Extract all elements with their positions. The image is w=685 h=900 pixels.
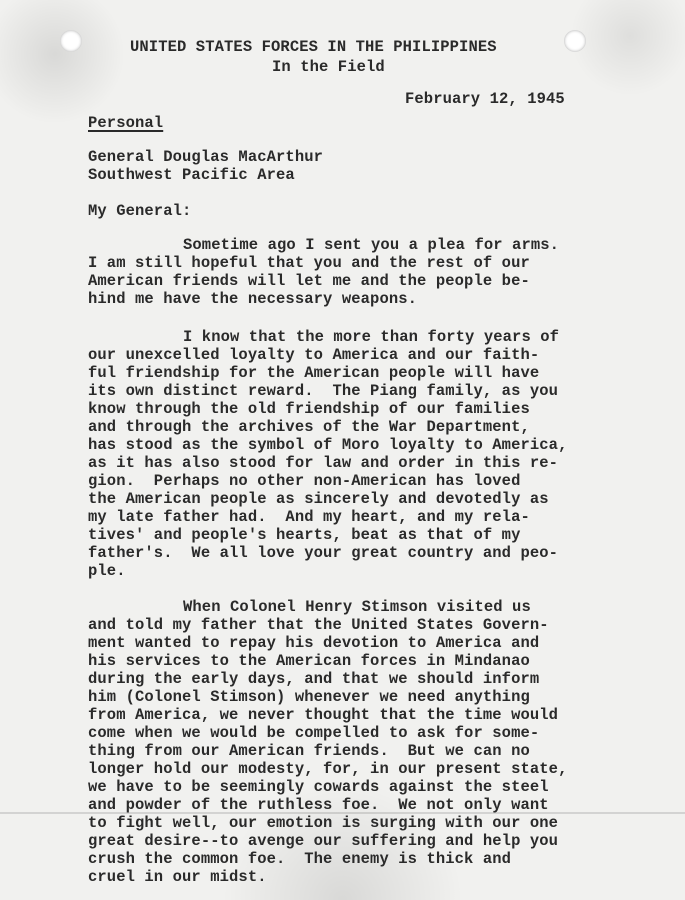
recipient-name: General Douglas MacArthur — [88, 148, 324, 166]
paragraph-3-line: and told my father that the United States Govern- — [88, 616, 549, 634]
paragraph-2-line: the American people as sincerely and devotedly as — [88, 490, 549, 508]
paragraph-3-line: cruel in our midst. — [88, 868, 267, 886]
punch-hole-left — [60, 30, 82, 52]
paragraph-2-line: ful friendship for the American people will have — [88, 364, 540, 382]
paragraph-3-line: crush the common foe. The enemy is thick and — [88, 850, 512, 868]
paragraph-3-line: ment wanted to repay his devotion to America and — [88, 634, 540, 652]
letterhead-sub: In the Field — [272, 58, 385, 76]
paragraph-2-line: our unexcelled loyalty to America and our faith- — [88, 346, 540, 364]
salutation: My General: — [88, 202, 192, 220]
paragraph-3-line: during the early days, and that we should inform — [88, 670, 540, 688]
paragraph-2-line: father's. We all love your great country and peo- — [88, 544, 559, 562]
paragraph-1-line: American friends will let me and the people be- — [88, 272, 530, 290]
paragraph-2-line: my late father had. And my heart, and my rela- — [88, 508, 530, 526]
paragraph-1-line: Sometime ago I sent you a plea for arms. — [183, 236, 560, 254]
paragraph-2-line: and through the archives of the War Department, — [88, 418, 530, 436]
paragraph-2-line: tives' and people's hearts, beat as that of my — [88, 526, 521, 544]
paragraph-3-line: thing from our American friends. But we can no — [88, 742, 530, 760]
punch-hole-right — [564, 30, 586, 52]
paragraph-1-line: I am still hopeful that you and the rest of our — [88, 254, 530, 272]
paragraph-3-line: from America, we never thought that the time would — [88, 706, 559, 724]
paragraph-3-line: we have to be seemingly cowards against the steel — [88, 778, 549, 796]
paragraph-2-line: gion. Perhaps no other non-American has loved — [88, 472, 521, 490]
paragraph-2-line: its own distinct reward. The Piang family, as you — [88, 382, 559, 400]
paragraph-3-line: him (Colonel Stimson) whenever we need anything — [88, 688, 530, 706]
recipient-area: Southwest Pacific Area — [88, 166, 295, 184]
paragraph-1-line: hind me have the necessary weapons. — [88, 290, 418, 308]
paragraph-3-line: his services to the American forces in Mindanao — [88, 652, 530, 670]
paragraph-2-line: I know that the more than forty years of — [183, 328, 560, 346]
paragraph-2-line: has stood as the symbol of Moro loyalty to America, — [88, 436, 568, 454]
paragraph-2-line: as it has also stood for law and order in this re- — [88, 454, 559, 472]
paragraph-3-line: longer hold our modesty, for, in our present state, — [88, 760, 568, 778]
letterhead-org: UNITED STATES FORCES IN THE PHILIPPINES — [130, 38, 497, 56]
paragraph-3-line: and powder of the ruthless foe. We not only want — [88, 796, 549, 814]
letter-date: February 12, 1945 — [405, 90, 565, 108]
paragraph-3-line: When Colonel Henry Stimson visited us — [183, 598, 531, 616]
paragraph-3-line: great desire--to avenge our suffering and help you — [88, 832, 559, 850]
paragraph-3-line: to fight well, our emotion is surging with our one — [88, 814, 559, 832]
personal-label: Personal — [88, 114, 164, 132]
paragraph-2-line: know through the old friendship of our families — [88, 400, 530, 418]
paragraph-2-line: ple. — [88, 562, 126, 580]
paragraph-3-line: come when we would be compelled to ask for some- — [88, 724, 540, 742]
